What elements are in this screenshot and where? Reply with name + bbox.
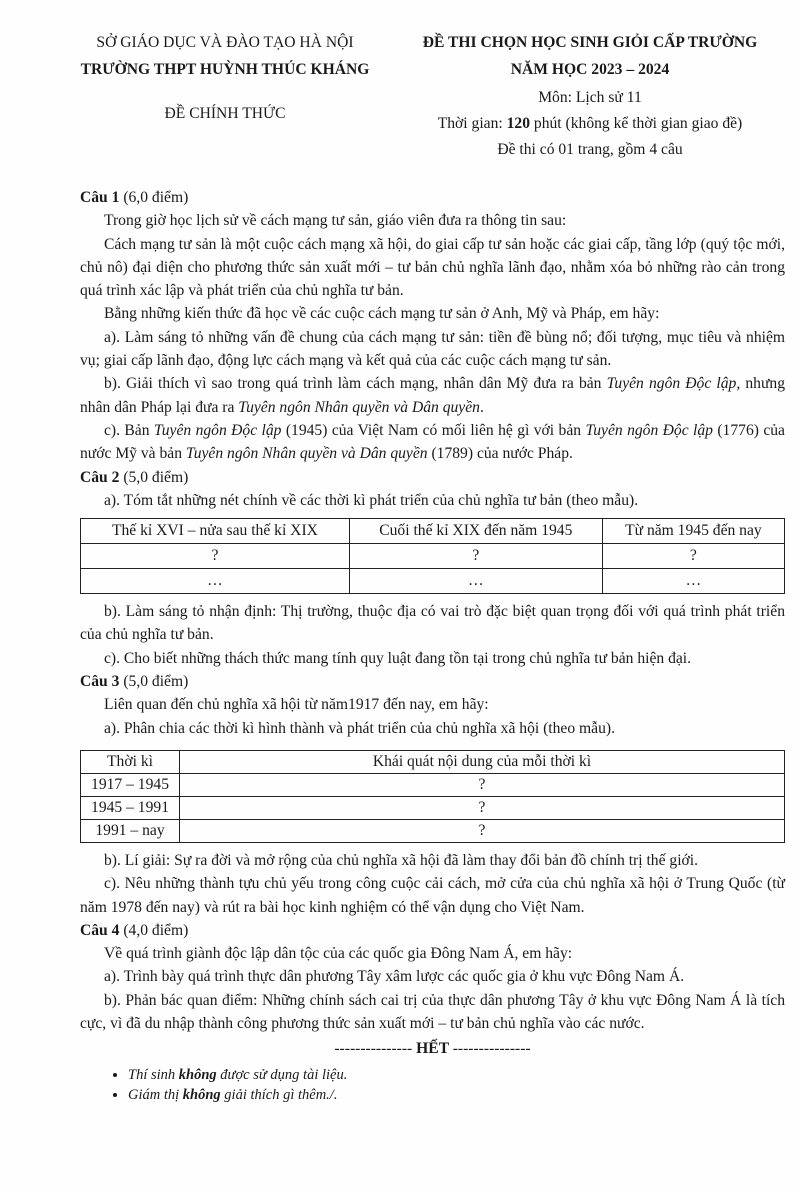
question-2	[80, 466, 785, 670]
school-name: TRƯỜNG THPT HUỲNH THÚC KHÁNG	[80, 61, 370, 78]
part-a: a). Làm sáng tỏ những vấn đề chung của cách mạng tư sản: tiền đề bùng nổ; đối tượng, mục tiêu và nhiệm vụ; giai cấp lãnh đạo, động lực cách mạng và kết quả của các cuộc cách mạng tư sản.	[80, 328, 785, 370]
part-b: b). Phản bác quan điểm: Những chính sách cai trị của thực dân phương Tây ở khu vực Đông Nam Á là tích cực, vì đã du nhập thành công phương thức sản xuất mới – tư bản chủ nghĩa vào các nước.	[80, 991, 785, 1033]
part-b: b). Giải thích vì sao trong quá trình làm cách mạng, nhân dân Mỹ đưa ra bản Tuyên ngôn Độc lập, nhưng nhân dân Pháp lại đưa ra Tuyên ngôn Nhân quyền và Dân quyền.	[80, 375, 785, 416]
question-1	[80, 186, 785, 466]
part-b: b). Lí giải: Sự ra đời và mở rộng của chủ nghĩa xã hội đã làm thay đổi bản đồ chính trị thế giới.	[104, 851, 699, 869]
department: SỞ GIÁO DỤC VÀ ĐÀO TẠO HÀ NỘI	[96, 34, 354, 51]
table-row: 1991 – nay ?	[81, 819, 785, 842]
duration: Thời gian: 120 phút (không kể thời gian giao đề)	[437, 115, 743, 132]
school-year: NĂM HỌC 2023 – 2024	[510, 61, 670, 78]
table-row: 1945 – 1991 ?	[81, 796, 785, 819]
question-heading: Câu 2 (5,0 điểm)	[80, 468, 189, 486]
note-item: • Thí sinh không được sử dụng tài liệu.	[128, 1065, 785, 1085]
capitalism-periods-table: Thế kỉ XVI – nửa sau thế kỉ XIX Cuối thế kỉ XIX đến năm 1945 Từ năm 1945 đến nay ? ? ? … … …	[80, 518, 785, 594]
part-b: b). Làm sáng tỏ nhận định: Thị trường, thuộc địa có vai trò đặc biệt quan trọng đối với quá trình phát triển của chủ nghĩa tư bản.	[80, 603, 785, 644]
paragraph: Về quá trình giành độc lập dân tộc của các quốc gia Đông Nam Á, em hãy:	[104, 945, 573, 963]
table-row: 1917 – 1945 ?	[81, 773, 785, 796]
part-c: c). Cho biết những thách thức mang tính quy luật đang tồn tại trong chủ nghĩa tư bản hiện đại.	[104, 649, 692, 667]
part-c: c). Bản Tuyên ngôn Độc lập (1945) của Việt Nam có mối liên hệ gì với bản Tuyên ngôn Độc lập (1776) của nước Mỹ và bản Tuyên ngôn Nhân quyền và Dân quyền (1789) của nước Pháp.	[80, 421, 785, 463]
note-item: • Giám thị không giải thích gì thêm./.	[128, 1085, 785, 1105]
paragraph: Cách mạng tư sản là một cuộc cách mạng xã hội, do giai cấp tư sản hoặc các giai cấp, tầng lớp (quý tộc mới, chủ nô) đại diện cho phương thức sản xuất mới – tư bản chủ nghĩa lãnh đạo, nhằm xóa bỏ những rào cản trong quá trình xác lập và phát triển của chủ nghĩa tư bản.	[80, 235, 785, 300]
table-row: ? ? ?	[81, 544, 785, 569]
socialism-periods-table: Thời kì Khái quát nội dung của mỗi thời kì 1917 – 1945 ? 1945 – 1991 ? 1991 – nay ?	[80, 750, 785, 843]
part-a: a). Trình bày quá trình thực dân phương Tây xâm lược các quốc gia ở khu vực Đông Nam Á.	[104, 968, 685, 986]
part-a: a). Tóm tắt những nét chính về các thời kì phát triển của chủ nghĩa tư bản (theo mẫu).	[104, 491, 639, 509]
part-c: c). Nêu những thành tựu chủ yếu trong công cuộc cải cách, mở cửa của chủ nghĩa xã hội ở Trung Quốc (từ năm 1978 đến nay) và rút ra bài học kinh nghiệm có thể vận dụng cho Việt Nam.	[80, 875, 785, 916]
paragraph: Liên quan đến chủ nghĩa xã hội từ năm1917 đến nay, em hãy:	[104, 696, 489, 714]
question-heading: Câu 3 (5,0 điểm)	[80, 673, 189, 691]
question-heading: Câu 4 (4,0 điểm)	[80, 921, 189, 939]
question-heading: Câu 1 (6,0 điểm)	[80, 189, 189, 206]
paragraph: Bằng những kiến thức đã học về các cuộc cách mạng tư sản ở Anh, Mỹ và Pháp, em hãy:	[104, 305, 660, 323]
official-label: ĐỀ CHÍNH THỨC	[164, 105, 286, 122]
page-count: Đề thi có 01 trang, gồm 4 câu	[497, 141, 683, 158]
part-a: a). Phân chia các thời kì hình thành và phát triển của chủ nghĩa xã hội (theo mẫu).	[104, 719, 615, 737]
exam-title: ĐỀ THI CHỌN HỌC SINH GIỎI CẤP TRƯỜNG	[422, 34, 758, 51]
question-4	[80, 919, 785, 1035]
subject: Môn: Lịch sử 11	[538, 89, 642, 106]
exam-notes	[80, 1065, 785, 1105]
end-marker: --------------- HẾT ---------------	[334, 1040, 531, 1058]
paragraph: Trong giờ học lịch sử về cách mạng tư sản, giáo viên đưa ra thông tin sau:	[104, 212, 567, 230]
question-3	[80, 670, 785, 919]
table-row: … … …	[81, 569, 785, 594]
